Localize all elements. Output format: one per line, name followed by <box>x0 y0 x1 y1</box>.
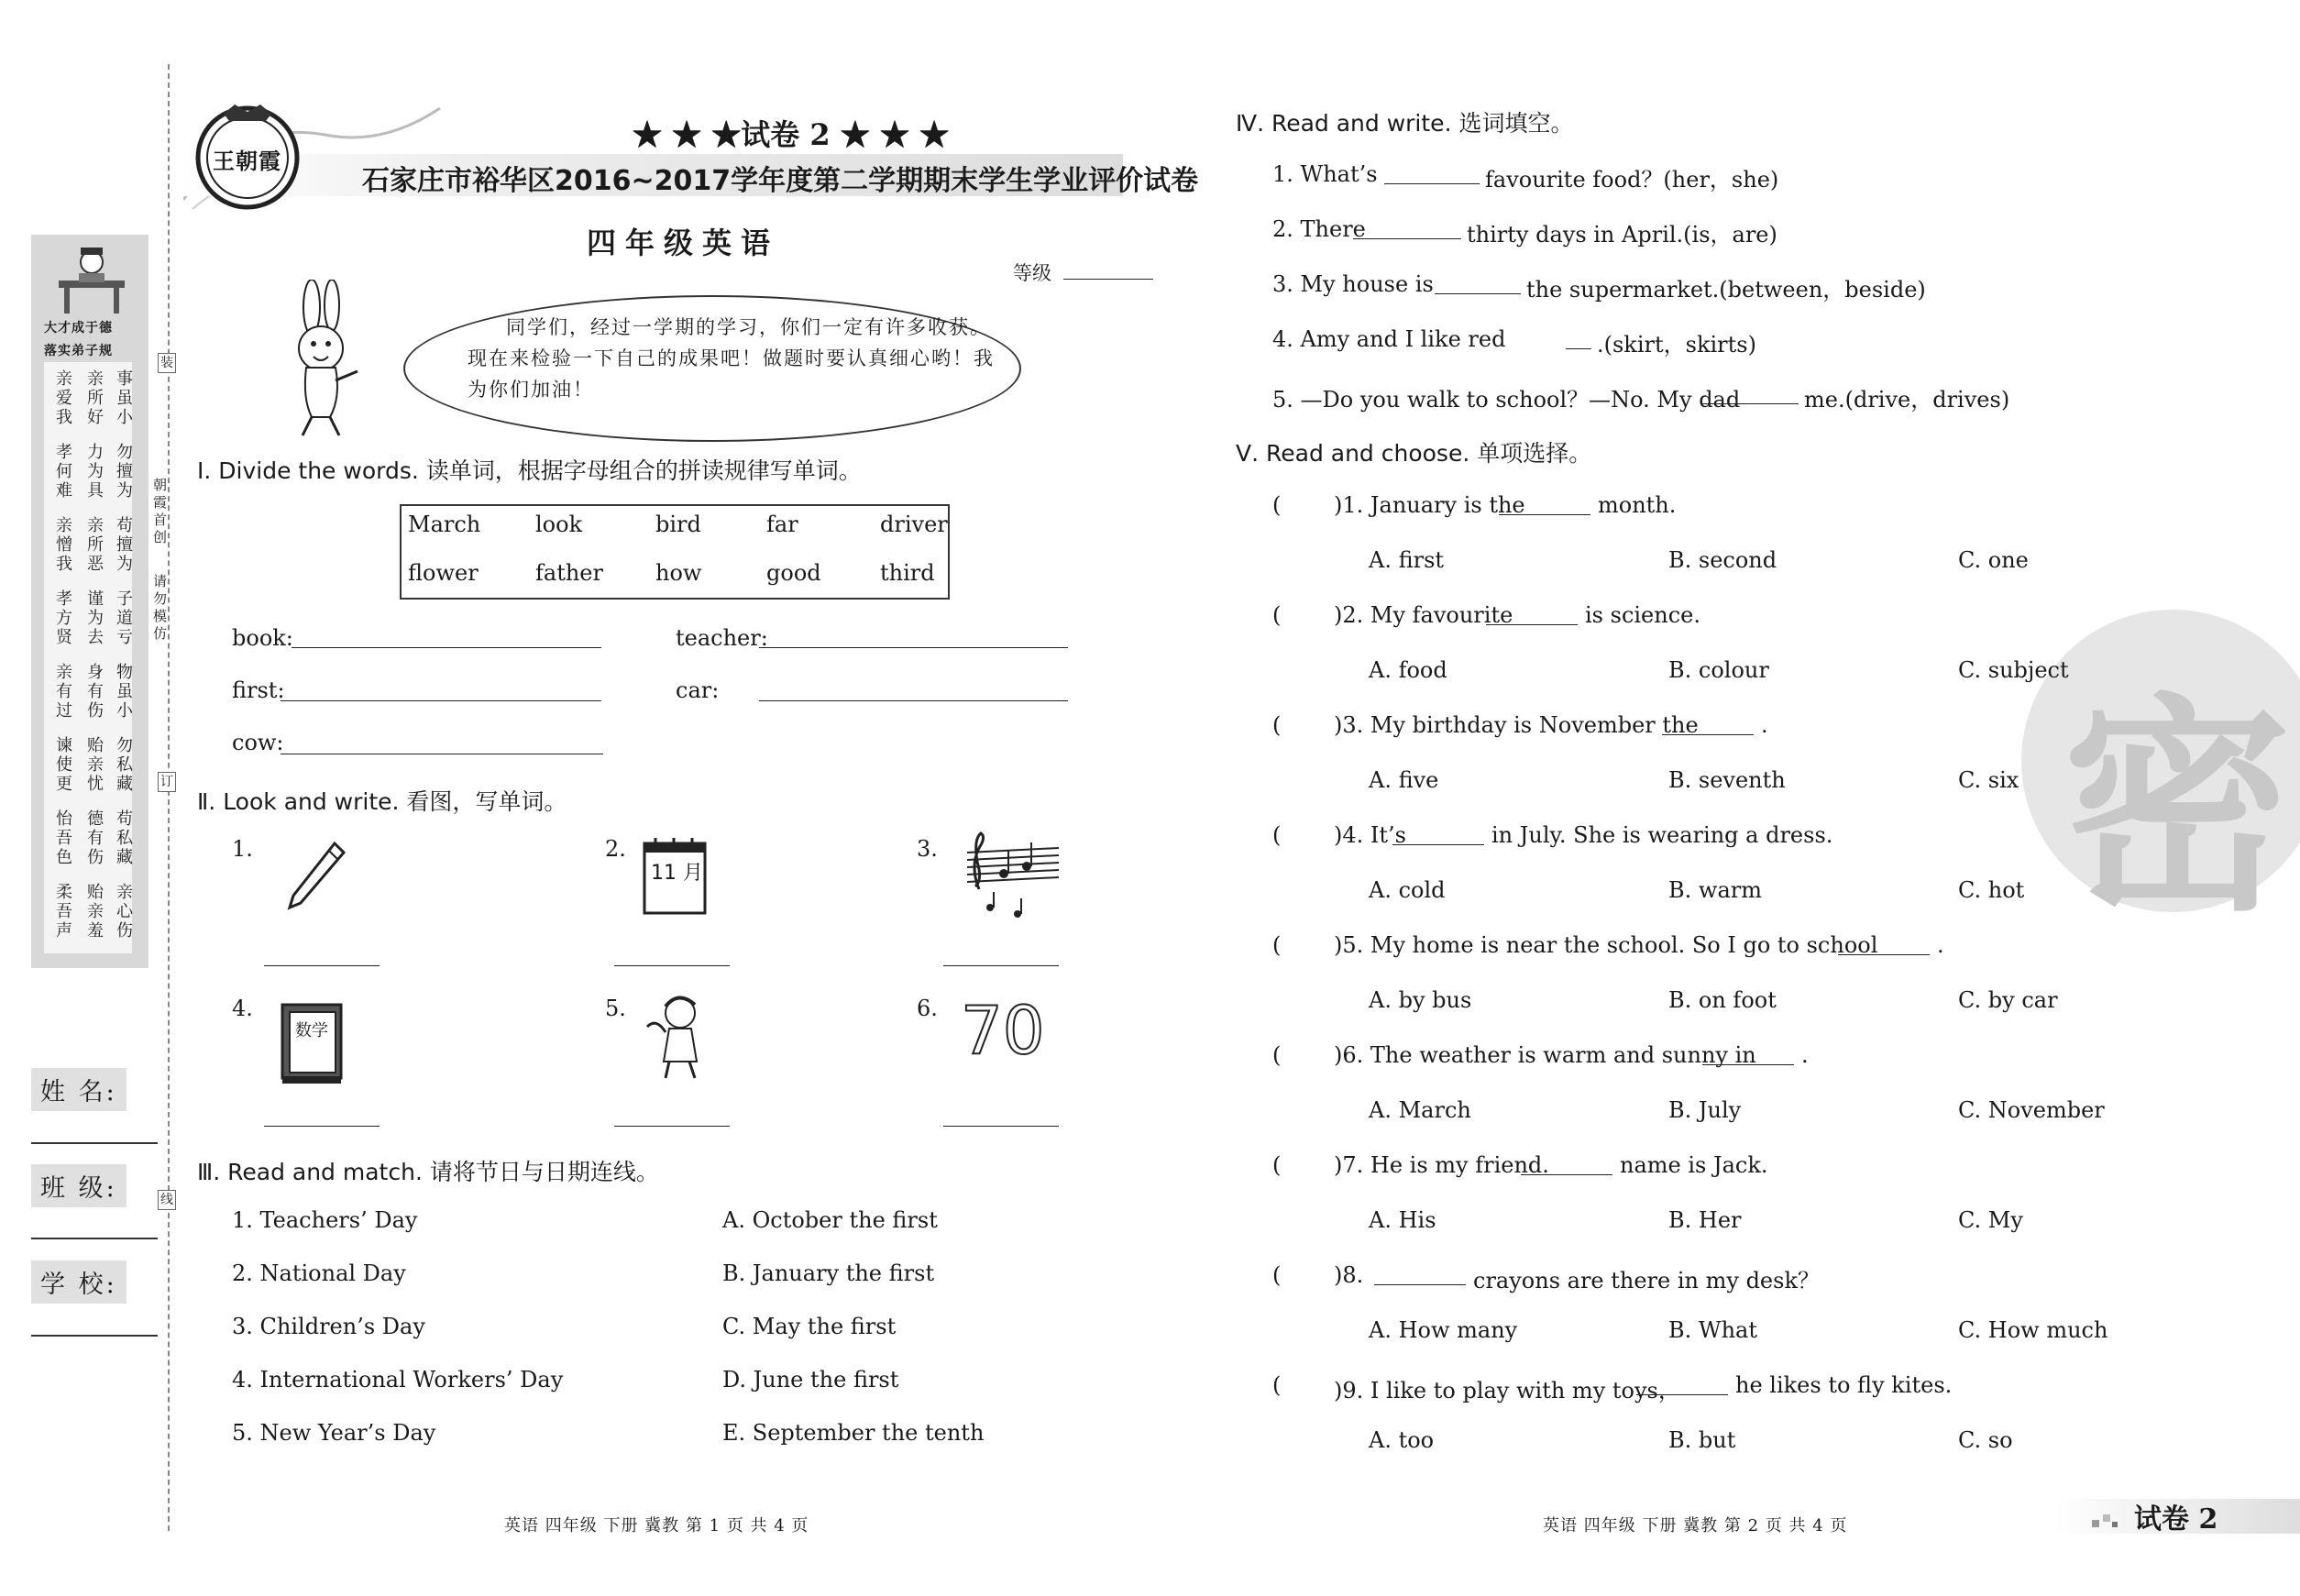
choice-paren-3[interactable]: ( <box>1272 712 1282 738</box>
fill-question-2-rest: thirty days in April.(is，are) <box>1467 222 1777 248</box>
choice-4-option-b[interactable]: B. warm <box>1668 877 1762 903</box>
sidebar-verse-14: 物虽小 <box>116 663 133 721</box>
word-row2-0: flower <box>408 560 479 586</box>
picture-number-5: 5. <box>605 996 626 1021</box>
picture-number-3: 3. <box>917 836 938 862</box>
choice-question-5-rest: . <box>1937 932 1944 958</box>
choice-question-4-rest: in July. She is wearing a dress. <box>1491 822 1833 848</box>
fill-blank-5[interactable] <box>1702 403 1799 404</box>
exam-title: 石家庄市裕华区2016~2017学年度第二学期期末学生学业评价试卷 <box>362 165 1199 197</box>
mascot-figure <box>55 246 128 315</box>
choice-5-option-c[interactable]: C. by car <box>1958 987 2058 1013</box>
fill-question-4-rest: .(skirt，skirts) <box>1597 332 1756 358</box>
choice-paren-4[interactable]: ( <box>1272 822 1282 848</box>
sidebar-verse-2: 事虽小 <box>116 369 133 427</box>
margin-mark-3: 线 <box>158 1190 176 1210</box>
sidebar-verse-12: 亲有过 <box>56 663 72 721</box>
word-row1-4: driver <box>880 512 948 537</box>
sidebar-verse-15: 谏使更 <box>56 736 72 794</box>
choice-9-option-c[interactable]: C. so <box>1958 1427 2013 1453</box>
section4-title: Ⅳ. Read and write. 选词填空。 <box>1236 110 1574 137</box>
picture-answer-line-4[interactable] <box>264 1126 380 1127</box>
choice-question-1-stem: )1. January is the <box>1334 492 1525 518</box>
choice-paren-7[interactable]: ( <box>1272 1152 1282 1178</box>
date-item-4[interactable]: E. September the tenth <box>722 1420 985 1446</box>
margin-note-2: 请勿模仿 <box>153 573 168 642</box>
picture-answer-line-6[interactable] <box>943 1126 1059 1127</box>
choice-9-option-b[interactable]: B. but <box>1668 1427 1736 1453</box>
holiday-item-2[interactable]: 3. Children’s Day <box>232 1314 425 1339</box>
choice-paren-9[interactable]: ( <box>1272 1372 1282 1398</box>
picture-answer-line-1[interactable] <box>264 965 380 966</box>
choice-question-9-rest: he likes to fly kites. <box>1735 1372 1953 1398</box>
fill-question-5-rest: me.(drive，drives) <box>1804 387 2010 413</box>
sidebar-verse-10: 谨为去 <box>87 589 104 647</box>
sidebar-verse-8: 苟擅为 <box>116 516 133 574</box>
choice-6-option-a[interactable]: A. March <box>1369 1097 1471 1123</box>
sidebar-verse-11: 子道亏 <box>116 589 133 647</box>
math-book-picture <box>275 999 348 1086</box>
sidebar-verse-18: 怡吾色 <box>56 809 72 867</box>
watermark-glyph: 密 <box>2063 675 2292 941</box>
school-line <box>31 1335 158 1337</box>
choice-question-9-stem: )9. I like to play with my toys， <box>1334 1378 1680 1403</box>
choice-8-option-b[interactable]: B. What <box>1668 1317 1757 1343</box>
fill-blank-4[interactable] <box>1566 348 1591 349</box>
choice-question-3-stem: )3. My birthday is November the <box>1334 712 1699 738</box>
sidebar-motto-1: 大才成于德 <box>44 321 113 336</box>
choice-blank-2 <box>1486 624 1578 625</box>
margin-mark-2: 订 <box>158 772 176 792</box>
sidebar-verse-5: 勿擅为 <box>116 443 133 501</box>
sidebar-verse-19: 德有伤 <box>87 809 104 867</box>
word-row2-2: how <box>655 560 702 586</box>
answer-label-cow: cow: <box>232 730 284 755</box>
answer-line-first[interactable] <box>281 700 601 701</box>
boy-picture <box>642 990 715 1082</box>
choice-question-6-stem: )6. The weather is warm and sunny in <box>1334 1042 1756 1068</box>
answer-label-car: car: <box>676 677 720 703</box>
margin-note-1: 朝霞首创 <box>153 477 168 545</box>
date-item-1[interactable]: B. January the first <box>722 1260 935 1286</box>
math-book-text: 数学 <box>295 1021 328 1040</box>
section3-title: Ⅲ. Read and match. 请将节日与日期连线。 <box>197 1159 659 1185</box>
subject-title: 四年级英语 <box>587 226 780 260</box>
picture-number-2: 2. <box>605 836 626 862</box>
date-item-0[interactable]: A. October the first <box>722 1207 938 1233</box>
choice-paren-1[interactable]: ( <box>1272 492 1282 518</box>
answer-line-teacher[interactable] <box>759 647 1068 648</box>
choice-blank-9 <box>1636 1394 1728 1395</box>
answer-label-book: book: <box>232 625 293 651</box>
sidebar-verse-22: 贻亲羞 <box>87 883 104 941</box>
choice-question-2-stem: )2. My favourite <box>1334 602 1513 628</box>
word-row2-3: good <box>766 560 821 586</box>
sidebar-verse-17: 勿私藏 <box>116 736 133 794</box>
sidebar-verse-23: 亲心伤 <box>116 883 133 941</box>
section1-title: Ⅰ. Divide the words. 读单词，根据字母组合的拼读规律写单词。 <box>197 457 862 484</box>
sidebar-verse-16: 贻亲忧 <box>87 736 104 794</box>
choice-blank-6 <box>1702 1064 1794 1065</box>
sidebar-verse-4: 力为具 <box>87 443 104 501</box>
binding-cut-line <box>168 64 170 1531</box>
choice-1-option-b[interactable]: B. second <box>1668 547 1777 573</box>
word-row2-4: third <box>880 560 935 586</box>
choice-question-4-stem: )4. It’s <box>1334 822 1406 848</box>
choice-blank-4 <box>1392 844 1484 845</box>
footer-page-2: 英语 四年级 下册 冀教 第 2 页 共 4 页 <box>1543 1516 1848 1535</box>
choice-paren-2[interactable]: ( <box>1272 602 1282 628</box>
picture-answer-line-3[interactable] <box>943 965 1059 966</box>
choice-question-5-stem: )5. My home is near the school. So I go to school <box>1334 932 1878 958</box>
school-label: 学 校: <box>31 1260 127 1304</box>
holiday-item-4[interactable]: 5. New Year’s Day <box>232 1420 436 1446</box>
choice-question-2-rest: is science. <box>1585 602 1700 628</box>
grade-input-line[interactable] <box>1063 279 1153 280</box>
choice-question-8-rest: crayons are there in my desk？ <box>1473 1268 1820 1293</box>
grade-label: 等级 <box>1013 262 1051 284</box>
fill-question-5-stem: 5. —Do you walk to school？—No. My dad <box>1272 387 1741 413</box>
picture-number-6: 6. <box>917 996 938 1021</box>
name-label: 姓 名: <box>31 1068 127 1111</box>
word-row1-1: look <box>535 512 583 537</box>
choice-paren-8[interactable]: ( <box>1272 1262 1282 1288</box>
choice-2-option-b[interactable]: B. colour <box>1668 657 1769 683</box>
picture-number-4: 4. <box>232 996 253 1021</box>
choice-question-6-rest: . <box>1801 1042 1809 1068</box>
sidebar-verse-7: 亲所恶 <box>87 516 104 574</box>
choice-7-option-a[interactable]: A. His <box>1369 1207 1436 1233</box>
choice-5-option-b[interactable]: B. on foot <box>1668 987 1777 1013</box>
rabbit-illustration <box>275 280 367 440</box>
choice-blank-1 <box>1499 514 1590 515</box>
fill-blank-1[interactable] <box>1384 183 1480 184</box>
choice-2-option-a[interactable]: A. food <box>1369 657 1447 683</box>
holiday-item-1[interactable]: 2. National Day <box>232 1260 406 1286</box>
sidebar-verse-6: 亲憎我 <box>56 516 72 574</box>
footer-paper-tag: 试卷 2 <box>2134 1503 2218 1535</box>
picture-answer-line-5[interactable] <box>614 1126 730 1127</box>
fill-blank-2[interactable] <box>1353 238 1461 239</box>
answer-line-book[interactable] <box>292 647 601 648</box>
picture-answer-line-2[interactable] <box>614 965 730 966</box>
date-item-2[interactable]: C. May the first <box>722 1314 897 1339</box>
fill-question-3-stem: 3. My house is <box>1272 271 1434 297</box>
choice-question-1-rest: month. <box>1598 492 1677 518</box>
pencil-picture <box>284 839 348 912</box>
music-picture <box>963 830 1063 921</box>
fill-question-1-stem: 1. What’s <box>1272 161 1378 187</box>
answer-label-teacher: teacher: <box>676 625 768 651</box>
answer-label-first: first: <box>232 677 285 703</box>
holiday-item-3[interactable]: 4. International Workers’ Day <box>232 1367 564 1392</box>
intro-text: 同学们，经过一学期的学习，你们一定有许多收获。现在来检验一下自己的成果吧！做题时要认真细心哟！我为你们加油！ <box>468 316 995 401</box>
choice-paren-5[interactable]: ( <box>1272 932 1282 958</box>
choice-question-7-rest: name is Jack. <box>1620 1152 1768 1178</box>
choice-6-option-c[interactable]: C. November <box>1958 1097 2105 1123</box>
date-item-3[interactable]: D. June the first <box>722 1367 899 1392</box>
choice-paren-6[interactable]: ( <box>1272 1042 1282 1068</box>
fill-question-4-stem: 4. Amy and I like red <box>1272 326 1506 352</box>
choice-blank-3 <box>1662 734 1754 735</box>
number-seventy: 70 <box>961 992 1045 1069</box>
class-label: 班 级: <box>31 1164 127 1207</box>
choice-2-option-c[interactable]: C. subject <box>1958 657 2069 683</box>
fill-question-3-rest: the supermarket.(between，beside) <box>1526 277 1926 303</box>
word-row2-1: father <box>535 560 603 586</box>
logo-text: 王朝霞 <box>213 148 281 174</box>
choice-question-7-stem: )7. He is my friend. <box>1334 1152 1549 1178</box>
choice-1-option-c[interactable]: C. one <box>1958 547 2029 573</box>
choice-3-option-b[interactable]: B. seventh <box>1668 767 1786 793</box>
fill-question-2-stem: 2. There <box>1272 216 1366 242</box>
class-line <box>31 1238 158 1239</box>
choice-5-option-a[interactable]: A. by bus <box>1369 987 1472 1013</box>
choice-8-option-c[interactable]: C. How much <box>1958 1317 2108 1343</box>
calendar-text: 11 月 <box>651 862 703 885</box>
footer-page-1: 英语 四年级 下册 冀教 第 1 页 共 4 页 <box>504 1516 809 1535</box>
sidebar-verse-3: 孝何难 <box>56 443 72 501</box>
choice-question-3-rest: . <box>1761 712 1768 738</box>
choice-9-option-a[interactable]: A. too <box>1369 1427 1435 1453</box>
fill-question-1-rest: favourite food？(her，she) <box>1485 167 1779 193</box>
answer-line-car[interactable] <box>759 700 1068 701</box>
choice-blank-8 <box>1374 1284 1466 1285</box>
choice-6-option-b[interactable]: B. July <box>1668 1097 1742 1123</box>
sidebar-verse-1: 亲所好 <box>87 369 104 427</box>
choice-blank-7 <box>1521 1174 1612 1175</box>
name-line <box>31 1142 158 1144</box>
choice-3-option-a[interactable]: A. five <box>1369 767 1439 793</box>
section2-title: Ⅱ. Look and write. 看图，写单词。 <box>197 788 567 815</box>
sidebar-motto-2: 落实弟子规 <box>44 344 113 358</box>
word-row1-3: far <box>766 512 798 537</box>
choice-question-8-stem: )8. <box>1334 1262 1364 1288</box>
sidebar-verse-20: 苟私藏 <box>116 809 133 867</box>
choice-3-option-c[interactable]: C. six <box>1958 767 2019 793</box>
choice-1-option-a[interactable]: A. first <box>1369 547 1445 573</box>
choice-7-option-b[interactable]: B. Her <box>1668 1207 1742 1233</box>
paper-tag-dots <box>2092 1511 2119 1529</box>
word-row1-0: March <box>408 512 481 537</box>
picture-number-1: 1. <box>232 836 253 862</box>
sidebar-verse-21: 柔吾声 <box>56 883 72 941</box>
sidebar-verse-0: 亲爱我 <box>56 369 72 427</box>
choice-7-option-c[interactable]: C. My <box>1958 1207 2023 1233</box>
word-row1-2: bird <box>655 512 701 537</box>
sidebar-verse-13: 身有伤 <box>87 663 104 721</box>
fill-blank-3[interactable] <box>1435 293 1521 294</box>
holiday-item-0[interactable]: 1. Teachers’ Day <box>232 1207 418 1233</box>
choice-8-option-a[interactable]: A. How many <box>1369 1317 1518 1343</box>
paper-tag: ★ ★ ★试卷 2 ★ ★ ★ <box>633 117 950 152</box>
choice-4-option-c[interactable]: C. hot <box>1958 877 2025 903</box>
sidebar-verse-9: 孝方贤 <box>56 589 72 647</box>
margin-mark-1: 装 <box>158 353 176 373</box>
section5-title: Ⅴ. Read and choose. 单项选择。 <box>1236 440 1592 467</box>
choice-blank-5 <box>1838 954 1930 955</box>
choice-4-option-a[interactable]: A. cold <box>1369 877 1446 903</box>
